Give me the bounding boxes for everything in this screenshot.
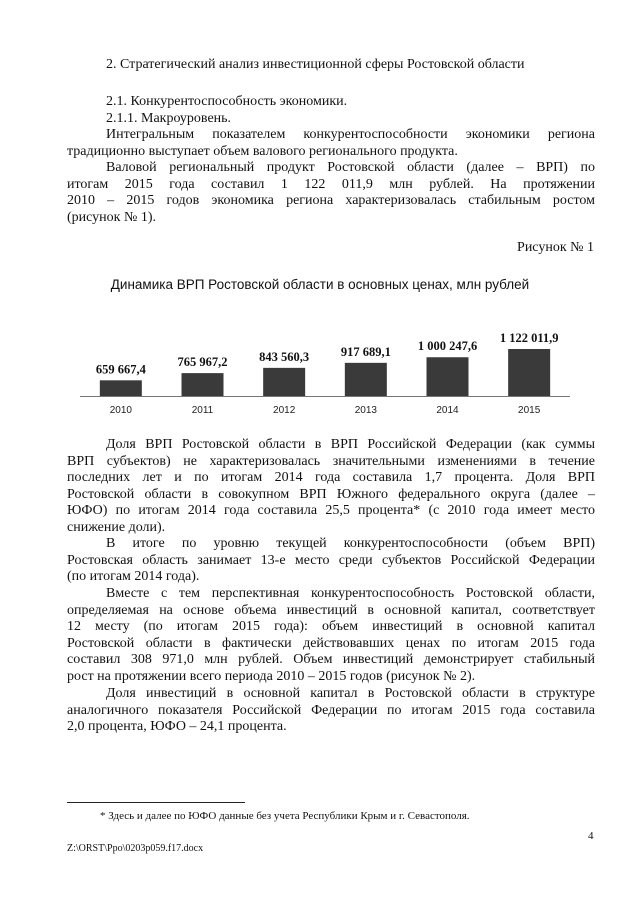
bar-2014 bbox=[427, 357, 469, 396]
chart-title: Динамика ВРП Ростовской области в основных ценах, млн рублей bbox=[110, 277, 530, 292]
tick-label-2010: 2010 bbox=[109, 405, 132, 416]
data-label-2015: 1 122 011,9 bbox=[499, 331, 559, 345]
paragraph-line: снижение доли). bbox=[67, 519, 166, 535]
tick-label-2013: 2013 bbox=[354, 405, 377, 416]
paragraph-line: ЮФО) по итогам 2014 года составила 25,5 процента* (с 2010 года имеет место bbox=[67, 503, 595, 518]
section-heading: 2. Стратегический анализ инвестиционной сферы Ростовской области bbox=[106, 57, 525, 72]
paragraph-line: итогам 2015 года составил 1 122 011,9 млн рублей. На протяжении bbox=[67, 176, 595, 192]
paragraph-line: (по итогам 2014 года). bbox=[67, 569, 200, 584]
paragraph-line: рост на протяжении всего периода 2010 – 2015 годов (рисунок № 2). bbox=[67, 668, 476, 684]
data-label-2011: 765 967,2 bbox=[177, 355, 228, 370]
paragraph-integral bbox=[67, 127, 595, 160]
paragraph-line: Ростовской области в совокупном ВРП Южного федерального округа (далее – bbox=[67, 486, 595, 502]
data-label-2013: 917 689,1 bbox=[340, 344, 391, 359]
paragraph-line: аналогичного показателя Российской Федерации по итогам 2015 года составила bbox=[67, 702, 595, 718]
tick-label-2011: 2011 bbox=[191, 405, 214, 416]
paragraph-line: определяемая на основе объема инвестиций в основной капитал, соответствует bbox=[67, 602, 595, 618]
bar-2015 bbox=[508, 349, 550, 396]
paragraph-line: Ростовская область занимает 13-е место среди субъектов Российской Федерации bbox=[67, 552, 595, 568]
paragraph-line: последних лет и по итогам 2014 года составила 1,7 процента. Доля ВРП bbox=[67, 470, 595, 485]
paragraph-line: составил 308 971,0 млн рублей. Объем инвестиций демонстрирует стабильный bbox=[67, 652, 595, 667]
paragraph-rank bbox=[67, 536, 595, 586]
file-path: Z:\ORST\Ppo\0203p059.f17.docx bbox=[67, 843, 204, 854]
paragraph-line: Доля ВРП Ростовской области в ВРП Российской Федерации (как суммы bbox=[106, 437, 595, 452]
paragraph-line: (рисунок № 1). bbox=[67, 209, 156, 225]
paragraph-line: 2,0 процента, ЮФО – 24,1 процента. bbox=[67, 719, 287, 734]
data-label-2014: 1 000 247,6 bbox=[417, 339, 478, 354]
bar-2012 bbox=[263, 368, 305, 396]
bar-2011 bbox=[182, 373, 224, 396]
figure-label: Рисунок № 1 bbox=[517, 240, 594, 255]
subsection-heading: 2.1. Конкурентоспособность экономики. bbox=[106, 94, 348, 109]
vrp-bar-chart bbox=[80, 305, 570, 425]
data-label-2012: 843 560,3 bbox=[259, 349, 310, 364]
paragraph-line: Вместе с тем перспективная конкурентоспособность Ростовской области, bbox=[106, 586, 595, 601]
paragraph-line: 12 месту (по итогам 2015 года): объем инвестиций в основной капитал bbox=[67, 619, 595, 634]
paragraph-line: В итоге по уровню текущей конкурентоспособности (объем ВРП) bbox=[106, 536, 595, 551]
tick-label-2014: 2014 bbox=[436, 405, 459, 416]
subsubsection-heading: 2.1.1. Макроуровень. bbox=[106, 111, 232, 126]
tick-label-2015: 2015 bbox=[518, 405, 541, 416]
paragraph-investments bbox=[67, 586, 595, 685]
paragraph-line: 2010 – 2015 годов экономика региона характеризовалась стабильным ростом bbox=[67, 193, 595, 208]
paragraph-vrp bbox=[67, 160, 595, 226]
paragraph-line: Интегральным показателем конкурентоспособности экономики региона bbox=[106, 127, 595, 142]
paragraph-investment-share bbox=[67, 686, 595, 736]
footnote: * Здесь и далее по ЮФО данные без учета Республики Крым и г. Севастополя. bbox=[100, 810, 470, 822]
bar-2010 bbox=[100, 380, 142, 396]
data-label-2010: 659 667,4 bbox=[95, 362, 146, 377]
tick-label-2012: 2012 bbox=[273, 405, 296, 416]
page-number: 4 bbox=[588, 830, 594, 842]
paragraph-line: ВРП субъектов) не характеризовалась значительными изменениями в течение bbox=[67, 453, 595, 469]
footnote-divider bbox=[67, 802, 245, 803]
paragraph-share bbox=[67, 437, 595, 536]
paragraph-line: Доля инвестиций в основной капитал в Ростовской области в структуре bbox=[106, 686, 595, 701]
paragraph-line: Ростовской области в фактически действовавших ценах по итогам 2015 года bbox=[67, 635, 595, 651]
paragraph-line: традиционно выступает объем валового регионального продукта. bbox=[67, 143, 458, 159]
paragraph-line: Валовой региональный продукт Ростовской области (далее – ВРП) по bbox=[106, 160, 595, 175]
bar-2013 bbox=[345, 363, 387, 396]
